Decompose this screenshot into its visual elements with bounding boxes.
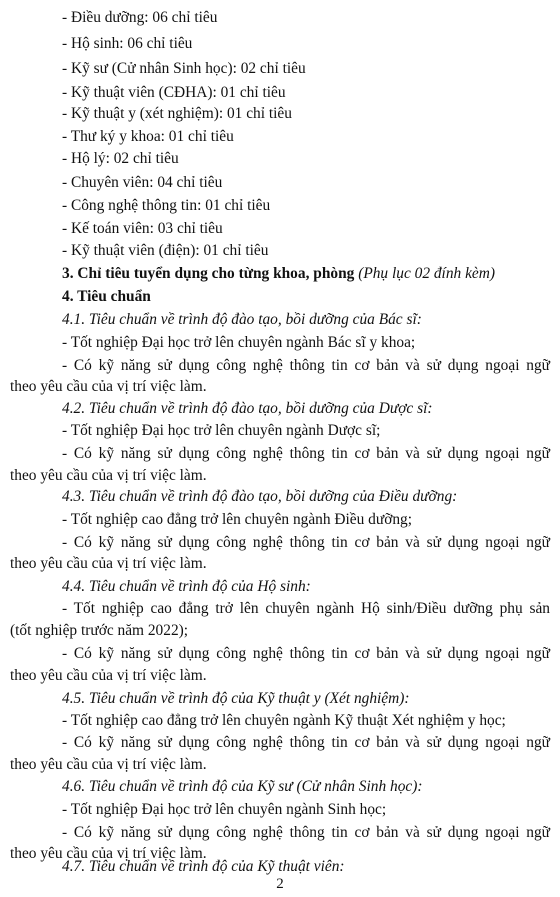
- requirement-line: - Tốt nghiệp Đại học trở lên chuyên ngành Bác sĩ y khoa;: [62, 334, 416, 351]
- list-item: - Kế toán viên: 03 chỉ tiêu: [62, 220, 223, 237]
- requirement-line: theo yêu cầu của vị trí việc làm.: [10, 467, 207, 484]
- requirement-line: - Tốt nghiệp Đại học trở lên chuyên ngành Dược sĩ;: [62, 422, 381, 439]
- requirement-line: (tốt nghiệp trước năm 2022);: [10, 622, 189, 639]
- list-item: - Thư ký y khoa: 01 chỉ tiêu: [62, 128, 234, 145]
- subsection-title: 4.4. Tiêu chuẩn về trình độ của Hộ sinh:: [62, 578, 311, 595]
- list-item: - Điều dưỡng: 06 chỉ tiêu: [62, 9, 218, 26]
- requirement-line: theo yêu cầu của vị trí việc làm.: [10, 845, 207, 862]
- requirement-line: - Tốt nghiệp cao đẳng trở lên chuyên ngành Hộ sinh/Điều dưỡng phụ sản: [62, 600, 550, 617]
- requirement-line: theo yêu cầu của vị trí việc làm.: [10, 667, 207, 684]
- section-3-heading: [62, 264, 495, 284]
- subsection-title: 4.6. Tiêu chuẩn về trình độ của Kỹ sư (Cử nhân Sinh học):: [62, 778, 423, 795]
- subsection-title: 4.1. Tiêu chuẩn về trình độ đào tạo, bồi dưỡng của Bác sĩ:: [62, 311, 422, 328]
- list-item: - Công nghệ thông tin: 01 chỉ tiêu: [62, 197, 271, 214]
- requirement-line: - Có kỹ năng sử dụng công nghệ thông tin cơ bản và sử dụng ngoại ngữ: [62, 734, 550, 751]
- requirement-line: - Có kỹ năng sử dụng công nghệ thông tin cơ bản và sử dụng ngoại ngữ: [62, 357, 550, 374]
- requirement-line: - Có kỹ năng sử dụng công nghệ thông tin cơ bản và sử dụng ngoại ngữ: [62, 534, 550, 551]
- section-3-title: 3. Chỉ tiêu tuyển dụng cho từng khoa, phòng: [62, 265, 355, 282]
- requirement-line: - Có kỹ năng sử dụng công nghệ thông tin cơ bản và sử dụng ngoại ngữ: [62, 445, 550, 462]
- list-item: - Kỹ thuật viên (điện): 01 chỉ tiêu: [62, 242, 269, 259]
- requirement-line: - Có kỹ năng sử dụng công nghệ thông tin cơ bản và sử dụng ngoại ngữ: [62, 824, 550, 841]
- requirement-line: - Tốt nghiệp cao đẳng trở lên chuyên ngành Điều dưỡng;: [62, 511, 413, 528]
- subsection-title: 4.5. Tiêu chuẩn về trình độ của Kỹ thuật y (Xét nghiệm):: [62, 690, 410, 707]
- section-4-heading: 4. Tiêu chuẩn: [62, 288, 151, 305]
- requirement-line: theo yêu cầu của vị trí việc làm.: [10, 756, 207, 773]
- subsection-title: 4.2. Tiêu chuẩn về trình độ đào tạo, bồi dưỡng của Dược sĩ:: [62, 400, 433, 417]
- requirement-line: theo yêu cầu của vị trí việc làm.: [10, 555, 207, 572]
- list-item: - Hộ lý: 02 chỉ tiêu: [62, 150, 179, 167]
- requirement-line: - Tốt nghiệp cao đẳng trở lên chuyên ngành Kỹ thuật Xét nghiệm y học;: [62, 712, 506, 729]
- page-number: 2: [276, 876, 284, 892]
- requirement-line: - Có kỹ năng sử dụng công nghệ thông tin cơ bản và sử dụng ngoại ngữ: [62, 645, 550, 662]
- section-3-note: (Phụ lục 02 đính kèm): [358, 265, 495, 282]
- list-item: - Hộ sinh: 06 chỉ tiêu: [62, 35, 193, 52]
- list-item: - Chuyên viên: 04 chỉ tiêu: [62, 174, 223, 191]
- subsection-title: 4.3. Tiêu chuẩn về trình độ đào tạo, bồi dưỡng của Điều dưỡng:: [62, 488, 458, 505]
- list-item: - Kỹ thuật y (xét nghiệm): 01 chỉ tiêu: [62, 105, 292, 122]
- subsection-title: 4.7. Tiêu chuẩn về trình độ của Kỹ thuật viên:: [62, 858, 345, 875]
- list-item: - Kỹ thuật viên (CĐHA): 01 chỉ tiêu: [62, 84, 286, 101]
- requirement-line: theo yêu cầu của vị trí việc làm.: [10, 378, 207, 395]
- requirement-line: - Tốt nghiệp Đại học trở lên chuyên ngành Sinh học;: [62, 801, 387, 818]
- list-item: - Kỹ sư (Cử nhân Sinh học): 02 chỉ tiêu: [62, 60, 306, 77]
